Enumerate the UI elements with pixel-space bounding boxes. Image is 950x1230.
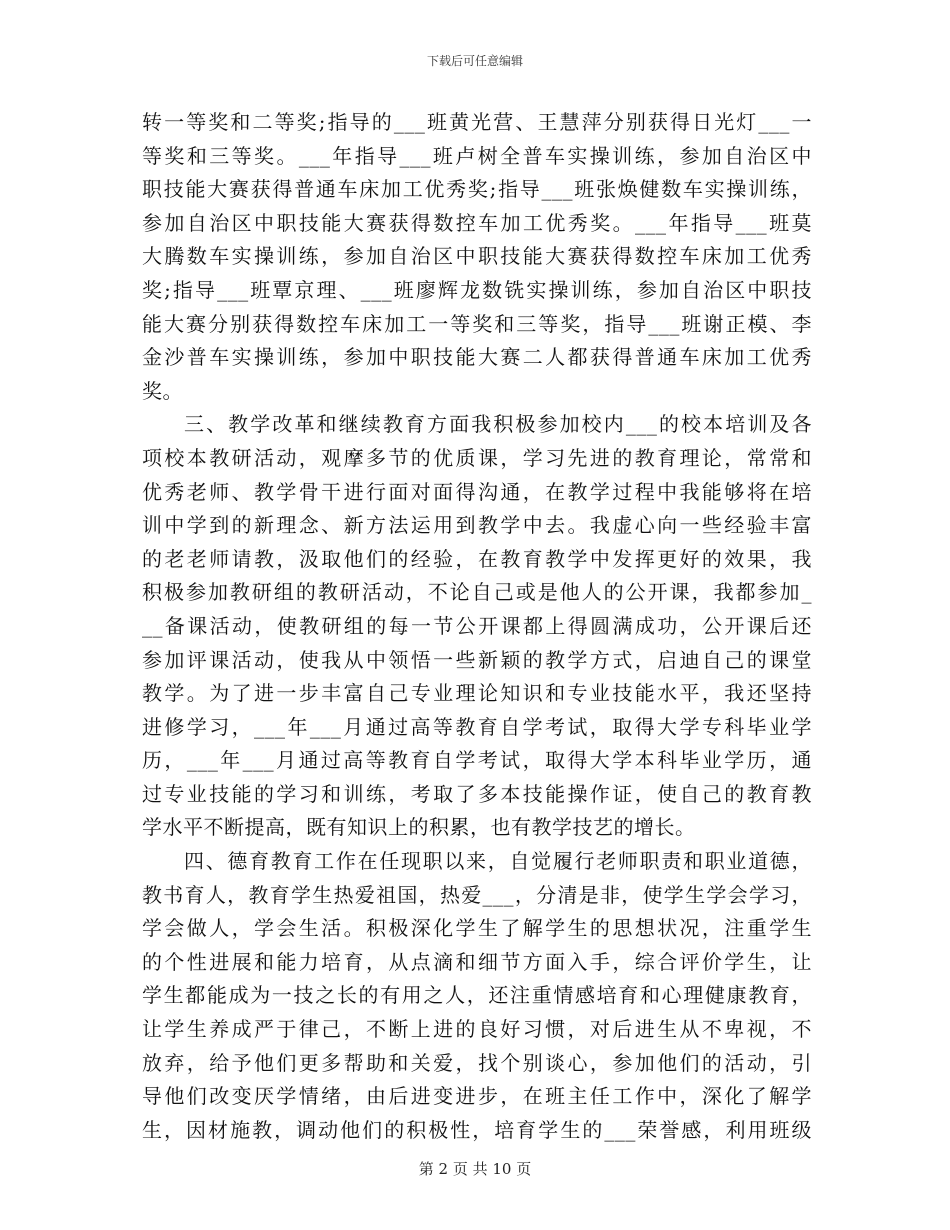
text-line: 项校本教研活动，观摩多节的优质课，学习先进的教育理论，常常和 — [142, 445, 812, 470]
page-number: 第 2 页 共 10 页 — [418, 1160, 532, 1178]
text-line: 生，因材施教，调动他们的积极性，培育学生的___荣誉感，利用班级 — [142, 1117, 812, 1142]
download-note: 下载后可任意编辑 — [426, 54, 523, 68]
text-line: __备课活动，使教研组的每一节公开课都上得圆满成功，公开课后还 — [142, 613, 812, 638]
text-line: 学生都能成为一技之长的有用之人，还注重情感培育和心理健康教育， — [142, 983, 812, 1008]
text-line: 过专业技能的学习和训练，考取了多本技能操作证，使自己的教育教 — [142, 781, 812, 806]
paragraph-start-line: 四、德育教育工作在任现职以来，自觉履行老师职责和职业道德， — [184, 849, 812, 874]
text-line: 转一等奖和二等奖;指导的___班黄光营、王慧萍分别获得日光灯___一 — [142, 110, 812, 134]
text-line: 奖。 — [142, 378, 183, 403]
text-line: 训中学到的新理念、新方法运用到教学中去。我虚心向一些经验丰富 — [142, 513, 812, 538]
text-line: 参加自治区中职技能大赛获得数控车加工优秀奖。___年指导___班莫 — [142, 210, 812, 235]
text-line: 参加评课活动，使我从中领悟一些新颖的教学方式，启迪自己的课堂 — [142, 647, 812, 672]
paragraph-start-line: 三、教学改革和继续教育方面我积极参加校内___的校本培训及各 — [184, 412, 812, 437]
text-line: 金沙普车实操训练，参加中职技能大赛二人都获得普通车床加工优秀 — [142, 345, 812, 370]
text-line: 进修学习，___年___月通过高等教育自学考试，取得大学专科毕业学 — [142, 714, 812, 739]
text-line: 等奖和三等奖。___年指导___班卢树全普车实操训练，参加自治区中 — [142, 143, 812, 168]
text-line: 职技能大赛获得普通车床加工优秀奖;指导___班张焕健数车实操训练， — [142, 177, 812, 202]
text-line: 能大赛分别获得数控车床加工一等奖和三等奖，指导___班谢正模、李 — [142, 311, 812, 336]
text-line: 放弃，给予他们更多帮助和关爱，找个别谈心，参加他们的活动，引 — [142, 1050, 812, 1075]
text-line: 的个性进展和能力培育，从点滴和细节方面入手，综合评价学生，让 — [142, 949, 812, 974]
text-line: 优秀老师、教学骨干进行面对面得沟通，在教学过程中我能够将在培 — [142, 479, 812, 504]
text-line: 让学生养成严于律己，不断上进的良好习惯，对后进生从不卑视，不 — [142, 1017, 812, 1042]
text-line: 教学。为了进一步丰富自己专业理论知识和专业技能水平，我还坚持 — [142, 681, 812, 706]
text-line: 的老老师请教，汲取他们的经验，在教育教学中发挥更好的效果，我 — [142, 546, 812, 571]
text-line: 学会做人，学会生活。积极深化学生了解学生的思想状况，注重学生 — [142, 916, 812, 941]
text-line: 奖;指导___班覃京理、___班廖辉龙数铣实操训练，参加自治区中职技 — [142, 277, 812, 302]
document-body — [142, 106, 812, 1147]
text-line: 教书育人，教育学生热爱祖国，热爱___，分清是非，使学生学会学习， — [142, 882, 812, 907]
text-line: 积极参加教研组的教研活动，不论自己或是他人的公开课，我都参加_ — [142, 580, 812, 605]
text-line: 学水平不断提高，既有知识上的积累，也有教学技艺的增长。 — [142, 815, 696, 840]
text-line: 导他们改变厌学情绪，由后进变进步，在班主任工作中，深化了解学 — [142, 1084, 812, 1109]
text-line: 历，___年___月通过高等教育自学考试，取得大学本科毕业学历，通 — [142, 748, 812, 773]
text-line: 大腾数车实操训练，参加自治区中职技能大赛获得数控车床加工优秀 — [142, 244, 812, 269]
